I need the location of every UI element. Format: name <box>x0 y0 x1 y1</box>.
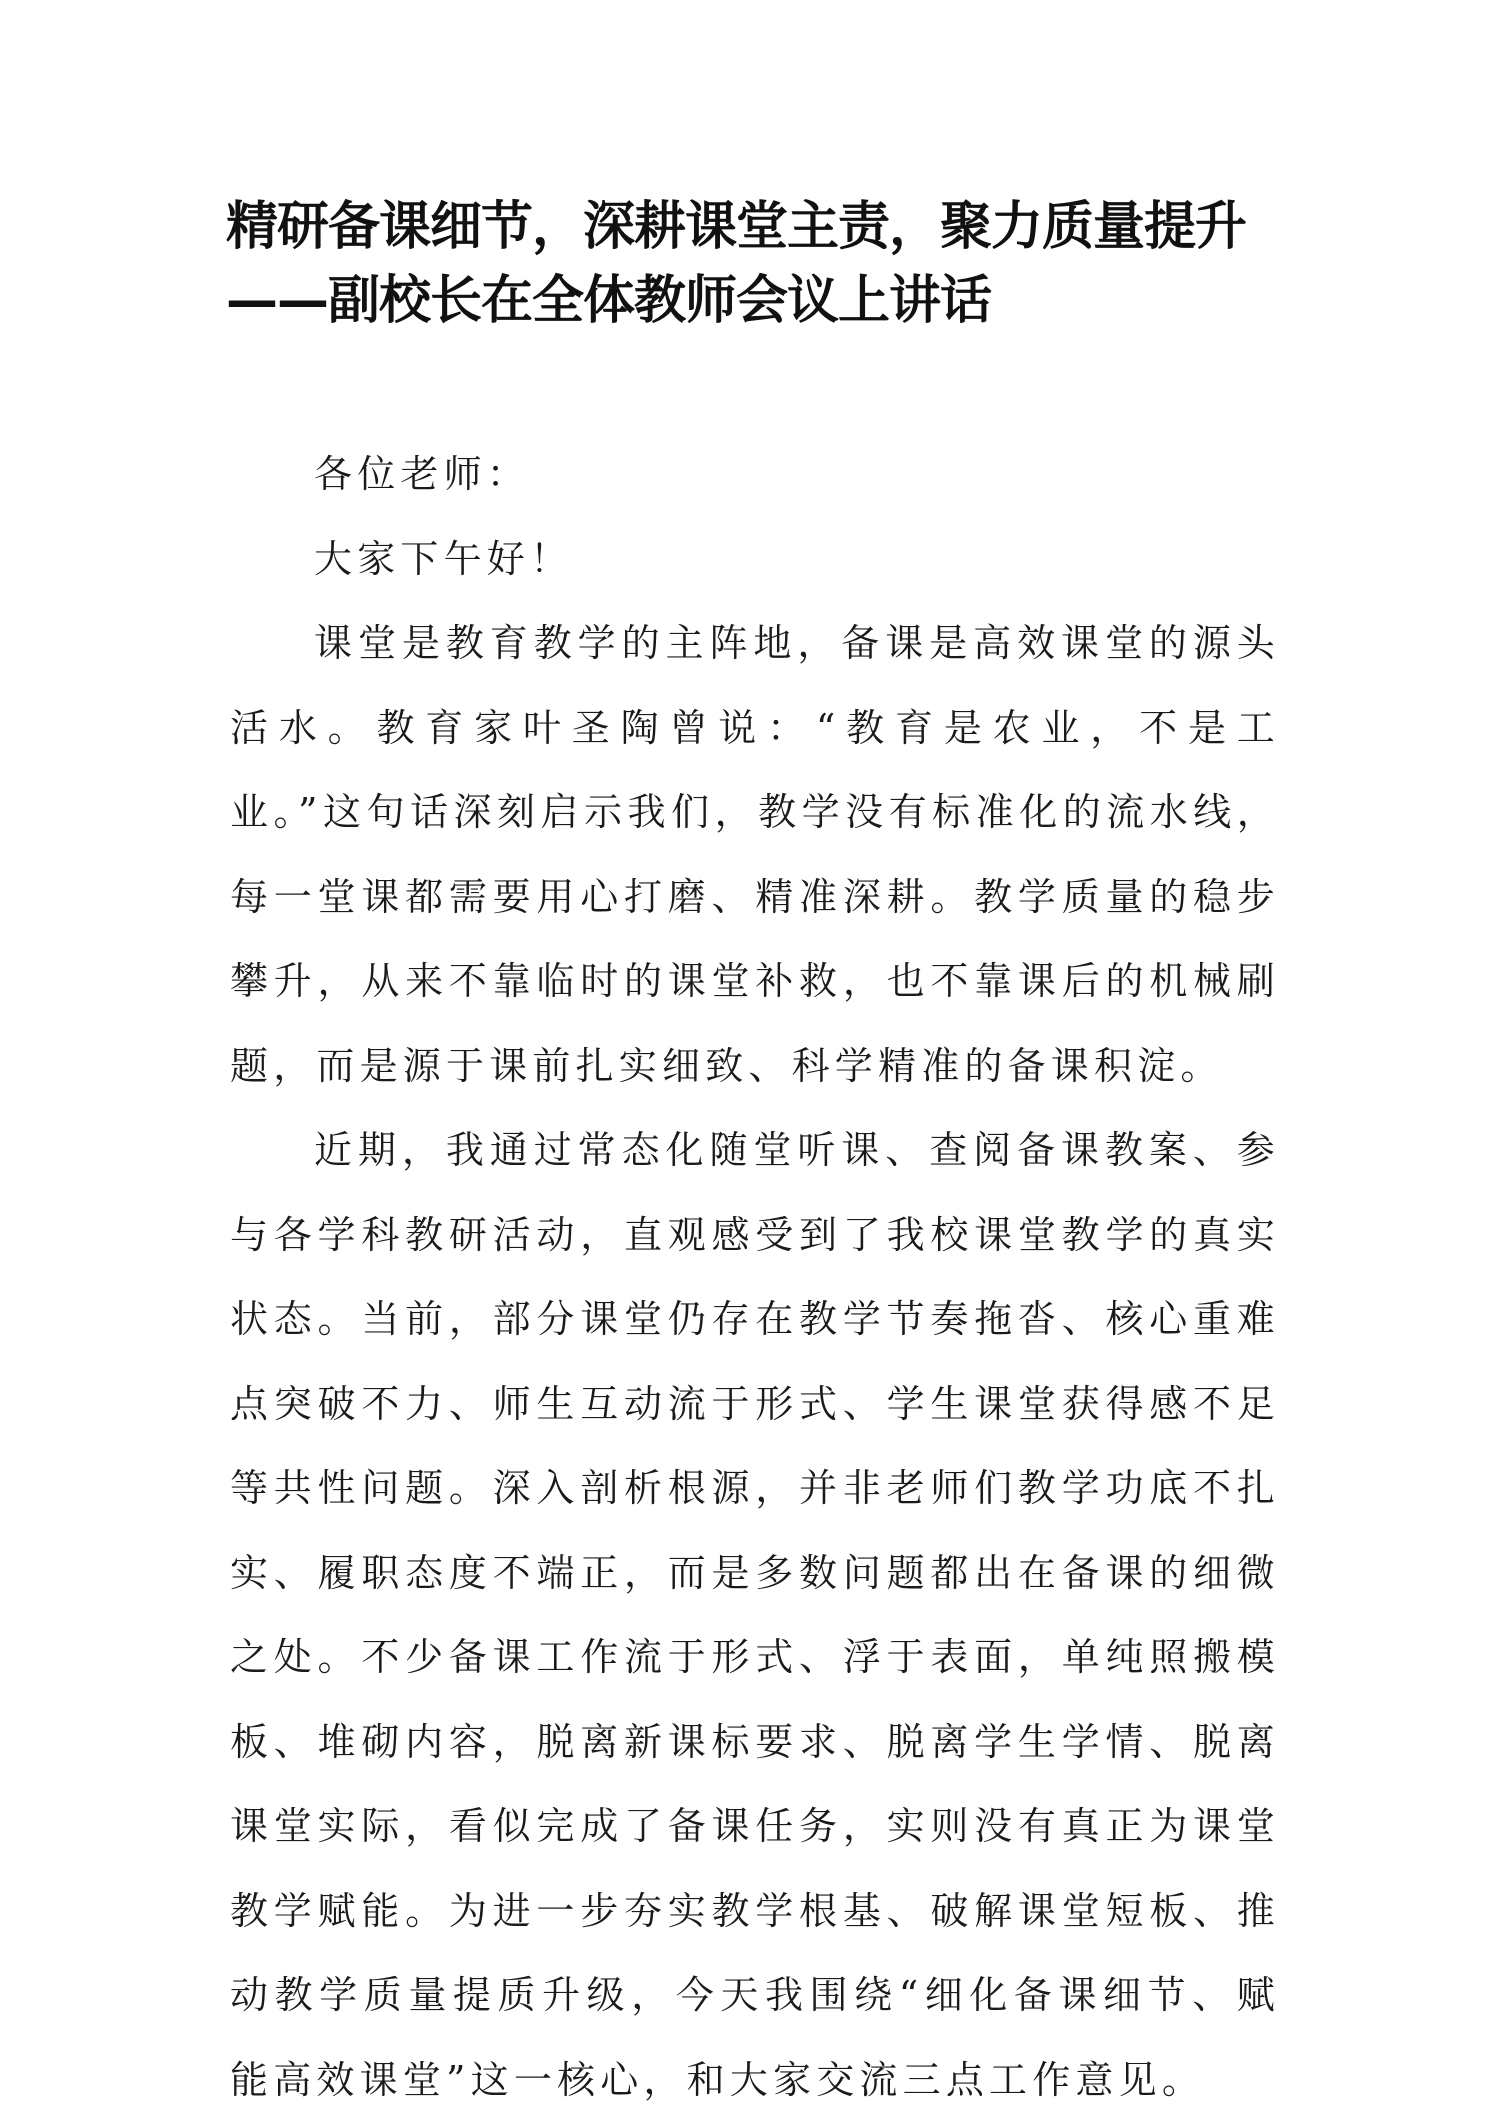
body-paragraph-2: 近期，我通过常态化随堂听课、查阅备课教案、参与各学科教研活动，直观感受到了我校课堂教学的真实状态。当前，部分课堂仍存在教学节奏拖沓、核心重难点突破不力、师生互动流于形式、学生课堂获得感不足等共性问题。深入剖析根源，并非老师们教学功底不扎实、履职态度不端正，而是多数问题都出在备课的细微之处。不少备课工作流于形式、浮于表面，单纯照搬模板、堆砌内容，脱离新课标要求、脱离学生学情、脱离课堂实际，看似完成了备课任务，实则没有真正为课堂教学赋能。为进一步夯实教学根基、破解课堂短板、推动教学质量提质升级，今天我围绕“细化备课细节、赋能高效课堂”这一核心，和大家交流三点工作意见。 <box>230 1128 1280 2102</box>
body-paragraph-1: 课堂是教育教学的主阵地，备课是高效课堂的源头活水。教育家叶圣陶曾说：“教育是农业，不是工业。”这句话深刻启示我们，教学没有标准化的流水线，每一堂课都需要用心打磨、精准深耕。教学质量的稳步攀升，从来不靠临时的课堂补救，也不靠课后的机械刷题，而是源于课前扎实细致、科学精准的备课积淀。 <box>230 621 1280 1088</box>
document-title: 精研备课细节，深耕课堂主责，聚力质量提升——副校长在全体教师会议上讲话 <box>226 197 1247 331</box>
greeting: 大家下午好！ <box>314 536 574 581</box>
salutation: 各位老师： <box>314 452 531 496</box>
document-body <box>230 432 1280 2122</box>
